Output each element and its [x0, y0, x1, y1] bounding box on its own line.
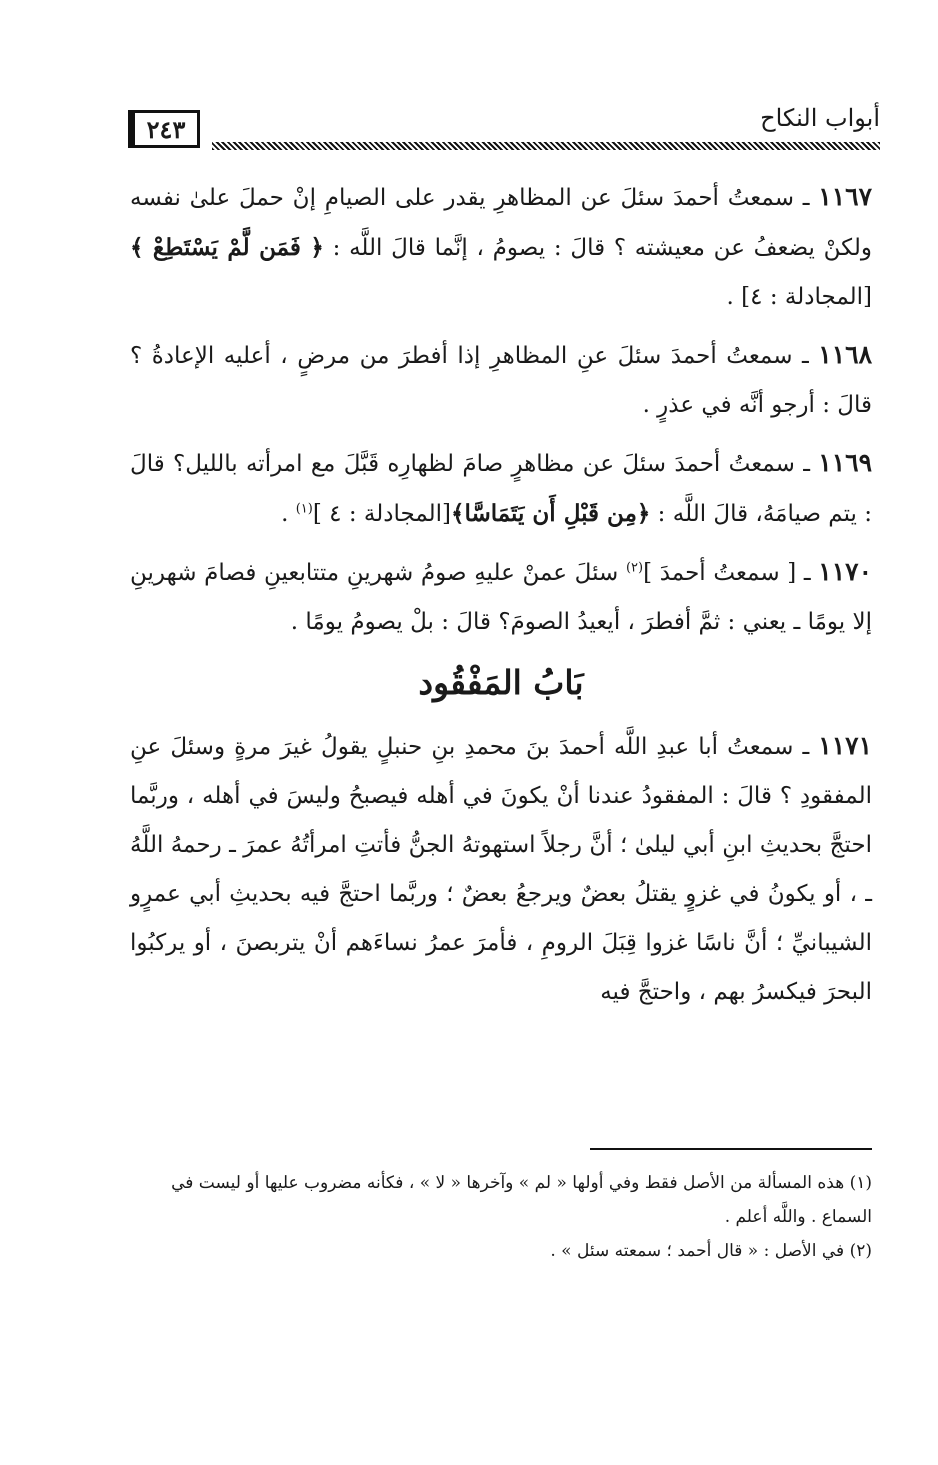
- paragraph-text: ـ [ سمعتُ أحمدَ ]: [643, 560, 819, 586]
- paragraph-text: .: [281, 501, 296, 527]
- running-title: أبواب النكاح: [760, 104, 880, 132]
- paragraph-text: ـ سمعتُ أحمدَ سئلَ عن مظاهرٍ صامَ لظهارِه قَبَّلَ مع امرأته بالليل؟ قالَ : يتم صيامَهُ، قالَ اللَّه :: [130, 451, 872, 527]
- paragraph-text: ـ سمعتُ أحمدَ سئلَ عنِ المظاهرِ إذا أفطرَ من مرضٍ ، أعليه الإعادةُ ؟ قالَ : أرجو أنَّه في عذرٍ .: [130, 343, 872, 418]
- footnote-marker: (١): [849, 1173, 872, 1193]
- footnote-1: [130, 1166, 872, 1234]
- footnote-text: هذه المسألة من الأصل فقط وفي أولها « لم » وآخرها « لا » ، فكأنه مضروب عليها أو ليست في السماع . واللَّه أعلم .: [171, 1173, 872, 1227]
- paragraph-text: ـ سمعتُ أحمدَ سئلَ عن المظاهرِ يقدر على الصيامِ إنْ حملَ علىٰ نفسه ولكنْ يضعفُ عن معيشته ؟ قالَ : يصومُ ، إنَّما قالَ اللَّه :: [130, 185, 872, 261]
- main-text: [130, 172, 872, 1025]
- paragraph-1167: [130, 172, 872, 322]
- header-rule: [212, 142, 880, 150]
- footnote-divider: [590, 1148, 872, 1150]
- paragraph-1170: [130, 547, 872, 647]
- paragraph-text: سئلَ عمنْ عليهِ صومُ شهرينِ متتابعينِ فصامَ شهرينِ إلا يومًا ـ يعني : ثمَّ أفطرَ ، أيعيدُ الصومَ؟ قالَ : بلْ يصومُ يومًا .: [130, 560, 872, 635]
- footnote-ref[interactable]: (١): [295, 501, 313, 517]
- paragraph-1169: [130, 438, 872, 539]
- footnote-marker: (٢): [849, 1241, 872, 1261]
- paragraph-1168: [130, 330, 872, 430]
- paragraph-number: ١١٦٨: [818, 340, 872, 369]
- page-number: ٢٤٣: [128, 110, 200, 148]
- paragraph-text: [المجادلة : ٤ ]: [312, 501, 451, 527]
- paragraph-text: ـ سمعتُ أبا عبدِ اللَّه أحمدَ بنَ محمدِ بنِ حنبلٍ يقولُ غيرَ مرةٍ وسئلَ عنِ المفقودِ ؟ قالَ : المفقودُ عندنا أنْ يكونَ في أهله فيصبحُ وليسَ في أهله ، وربَّما احتجَّ بحديثِ ابنِ أبي ليلىٰ ؛ أنَّ رجلاً استهوتهُ الجنُّ فأتتِ امرأتُهُ عمرَ ـ رحمهُ اللَّهُ ـ ، أو يكونُ في غزوٍ يقتلُ بعضٌ ويرجعُ بعضٌ ؛ وربَّما احتجَّ فيه بحديثِ أبي عمرٍو الشيبانيِّ ؛ أنَّ ناسًا غزوا قِبَلَ الرومِ ، فأمرَ عمرُ نساءَهم أنْ يتربصنَ ، أو يركبُوا البحرَ فيكسرُ بهم ، واحتجَّ فيه: [130, 734, 872, 1005]
- paragraph-number: ١١٦٧: [818, 182, 872, 211]
- paragraph-1171: [130, 721, 872, 1017]
- footnote-text: في الأصل : « قال أحمد ؛ سمعته سئل » .: [550, 1241, 850, 1261]
- page-header: [128, 98, 880, 158]
- paragraph-number: ١١٦٩: [818, 448, 872, 477]
- paragraph-number: ١١٧٠: [818, 557, 872, 586]
- footnote-2: [130, 1234, 872, 1268]
- footnotes: [130, 1166, 872, 1268]
- quran-verse: ﴿مِن قَبْلِ أَن يَتَمَاسَّا﴾: [451, 500, 651, 527]
- paragraph-text: [المجادلة : ٤] .: [726, 284, 872, 310]
- section-heading: بَابُ المَفْقُود: [418, 663, 584, 702]
- footnote-ref[interactable]: (٢): [625, 560, 644, 576]
- quran-verse: ﴿ فَمَن لَّمْ يَسْتَطِعْ ﴾: [130, 234, 324, 261]
- paragraph-number: ١١٧١: [818, 731, 872, 760]
